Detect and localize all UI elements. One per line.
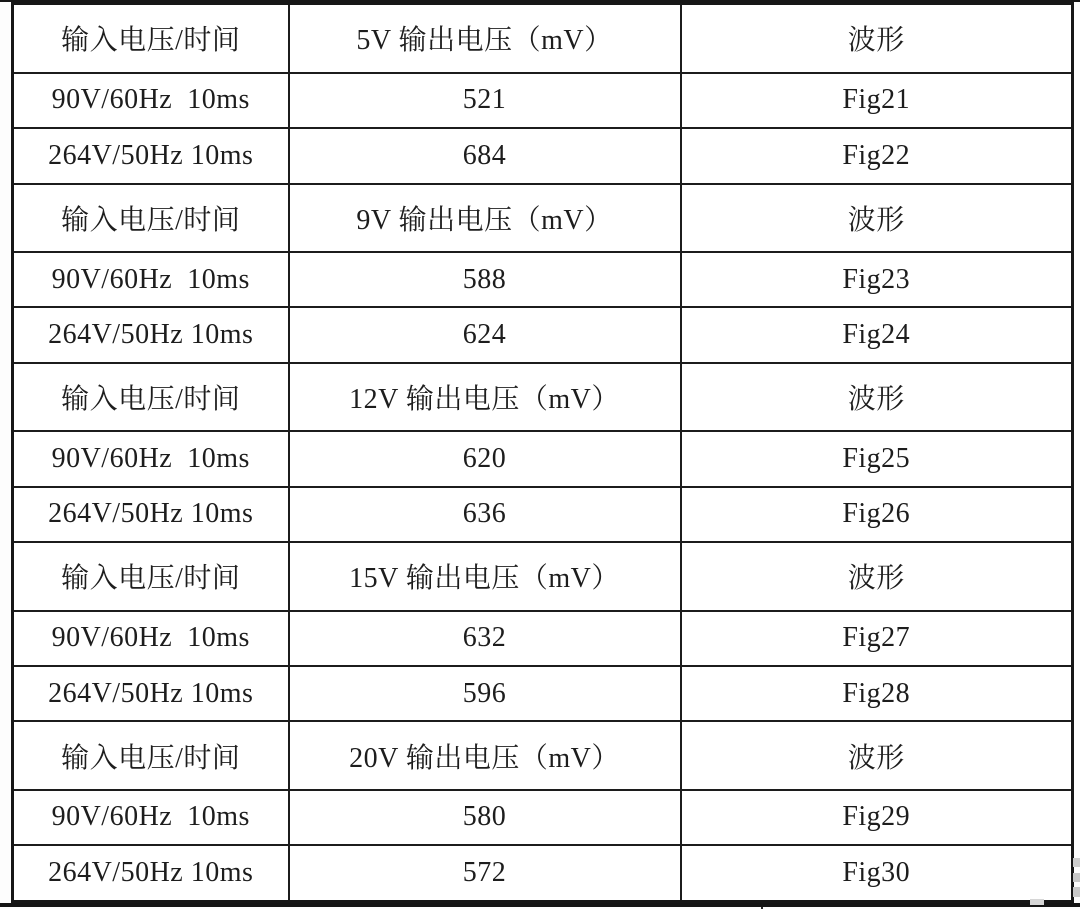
output-voltage-cell: 12V 输出电压（mV） bbox=[289, 363, 681, 431]
bottom-border-line bbox=[0, 903, 1080, 907]
output-voltage-cell: 636 bbox=[289, 487, 681, 542]
output-voltage-cell: 588 bbox=[289, 252, 681, 307]
output-voltage-cell: 15V 输出电压（mV） bbox=[289, 542, 681, 610]
input-voltage-time-cell: 输入电压/时间 bbox=[13, 721, 289, 789]
table-row bbox=[13, 73, 1073, 128]
output-voltage-cell: 620 bbox=[289, 431, 681, 486]
input-voltage-time-cell: 264V/50Hz 10ms bbox=[13, 307, 289, 362]
input-voltage-time-cell: 90V/60Hz 10ms bbox=[13, 611, 289, 666]
input-voltage-time-cell: 264V/50Hz 10ms bbox=[13, 845, 289, 901]
waveform-figure-cell: Fig25 bbox=[681, 431, 1073, 486]
output-voltage-cell: 624 bbox=[289, 307, 681, 362]
waveform-figure-cell: Fig28 bbox=[681, 666, 1073, 721]
output-voltage-cell: 684 bbox=[289, 128, 681, 183]
table-row bbox=[13, 431, 1073, 486]
table-row bbox=[13, 611, 1073, 666]
table-section-header-row bbox=[13, 184, 1073, 252]
table-row bbox=[13, 790, 1073, 845]
table-section-header-row bbox=[13, 721, 1073, 789]
input-voltage-time-cell: 90V/60Hz 10ms bbox=[13, 790, 289, 845]
table-row bbox=[13, 487, 1073, 542]
output-voltage-cell: 521 bbox=[289, 73, 681, 128]
input-voltage-time-cell: 输入电压/时间 bbox=[13, 363, 289, 431]
waveform-figure-cell: Fig30 bbox=[681, 845, 1073, 901]
waveform-figure-cell: 波形 bbox=[681, 4, 1073, 73]
output-voltage-cell: 9V 输出电压（mV） bbox=[289, 184, 681, 252]
input-voltage-time-cell: 输入电压/时间 bbox=[13, 4, 289, 73]
waveform-figure-cell: Fig22 bbox=[681, 128, 1073, 183]
table-section-header-row bbox=[13, 363, 1073, 431]
watermark-dash bbox=[1073, 873, 1080, 882]
input-voltage-time-cell: 264V/50Hz 10ms bbox=[13, 128, 289, 183]
input-voltage-time-cell: 90V/60Hz 10ms bbox=[13, 252, 289, 307]
waveform-figure-cell: Fig23 bbox=[681, 252, 1073, 307]
output-voltage-cell: 572 bbox=[289, 845, 681, 901]
waveform-figure-cell: 波形 bbox=[681, 363, 1073, 431]
table-row bbox=[13, 252, 1073, 307]
output-voltage-cell: 20V 输出电压（mV） bbox=[289, 721, 681, 789]
waveform-figure-cell: 波形 bbox=[681, 542, 1073, 610]
input-voltage-time-cell: 90V/60Hz 10ms bbox=[13, 73, 289, 128]
output-voltage-cell: 596 bbox=[289, 666, 681, 721]
output-voltage-cell: 580 bbox=[289, 790, 681, 845]
table-section-header-row bbox=[13, 4, 1073, 73]
input-voltage-time-cell: 264V/50Hz 10ms bbox=[13, 487, 289, 542]
table-row bbox=[13, 307, 1073, 362]
output-voltage-cell: 5V 输出电压（mV） bbox=[289, 4, 681, 73]
input-voltage-time-cell: 264V/50Hz 10ms bbox=[13, 666, 289, 721]
table-row bbox=[13, 666, 1073, 721]
waveform-figure-cell: Fig26 bbox=[681, 487, 1073, 542]
waveform-figure-cell: Fig21 bbox=[681, 73, 1073, 128]
waveform-figure-cell: 波形 bbox=[681, 184, 1073, 252]
input-voltage-time-cell: 输入电压/时间 bbox=[13, 184, 289, 252]
table-row bbox=[13, 128, 1073, 183]
table-section-header-row bbox=[13, 542, 1073, 610]
input-voltage-time-cell: 90V/60Hz 10ms bbox=[13, 431, 289, 486]
table-body bbox=[13, 4, 1073, 902]
watermark-dash bbox=[1030, 899, 1044, 905]
table-row bbox=[13, 845, 1073, 901]
output-voltage-dip-table bbox=[11, 2, 1074, 903]
waveform-figure-cell: Fig29 bbox=[681, 790, 1073, 845]
watermark-dash bbox=[1073, 858, 1080, 867]
waveform-figure-cell: Fig24 bbox=[681, 307, 1073, 362]
input-voltage-time-cell: 输入电压/时间 bbox=[13, 542, 289, 610]
watermark-dash bbox=[1073, 887, 1080, 897]
output-voltage-cell: 632 bbox=[289, 611, 681, 666]
waveform-figure-cell: Fig27 bbox=[681, 611, 1073, 666]
waveform-figure-cell: 波形 bbox=[681, 721, 1073, 789]
